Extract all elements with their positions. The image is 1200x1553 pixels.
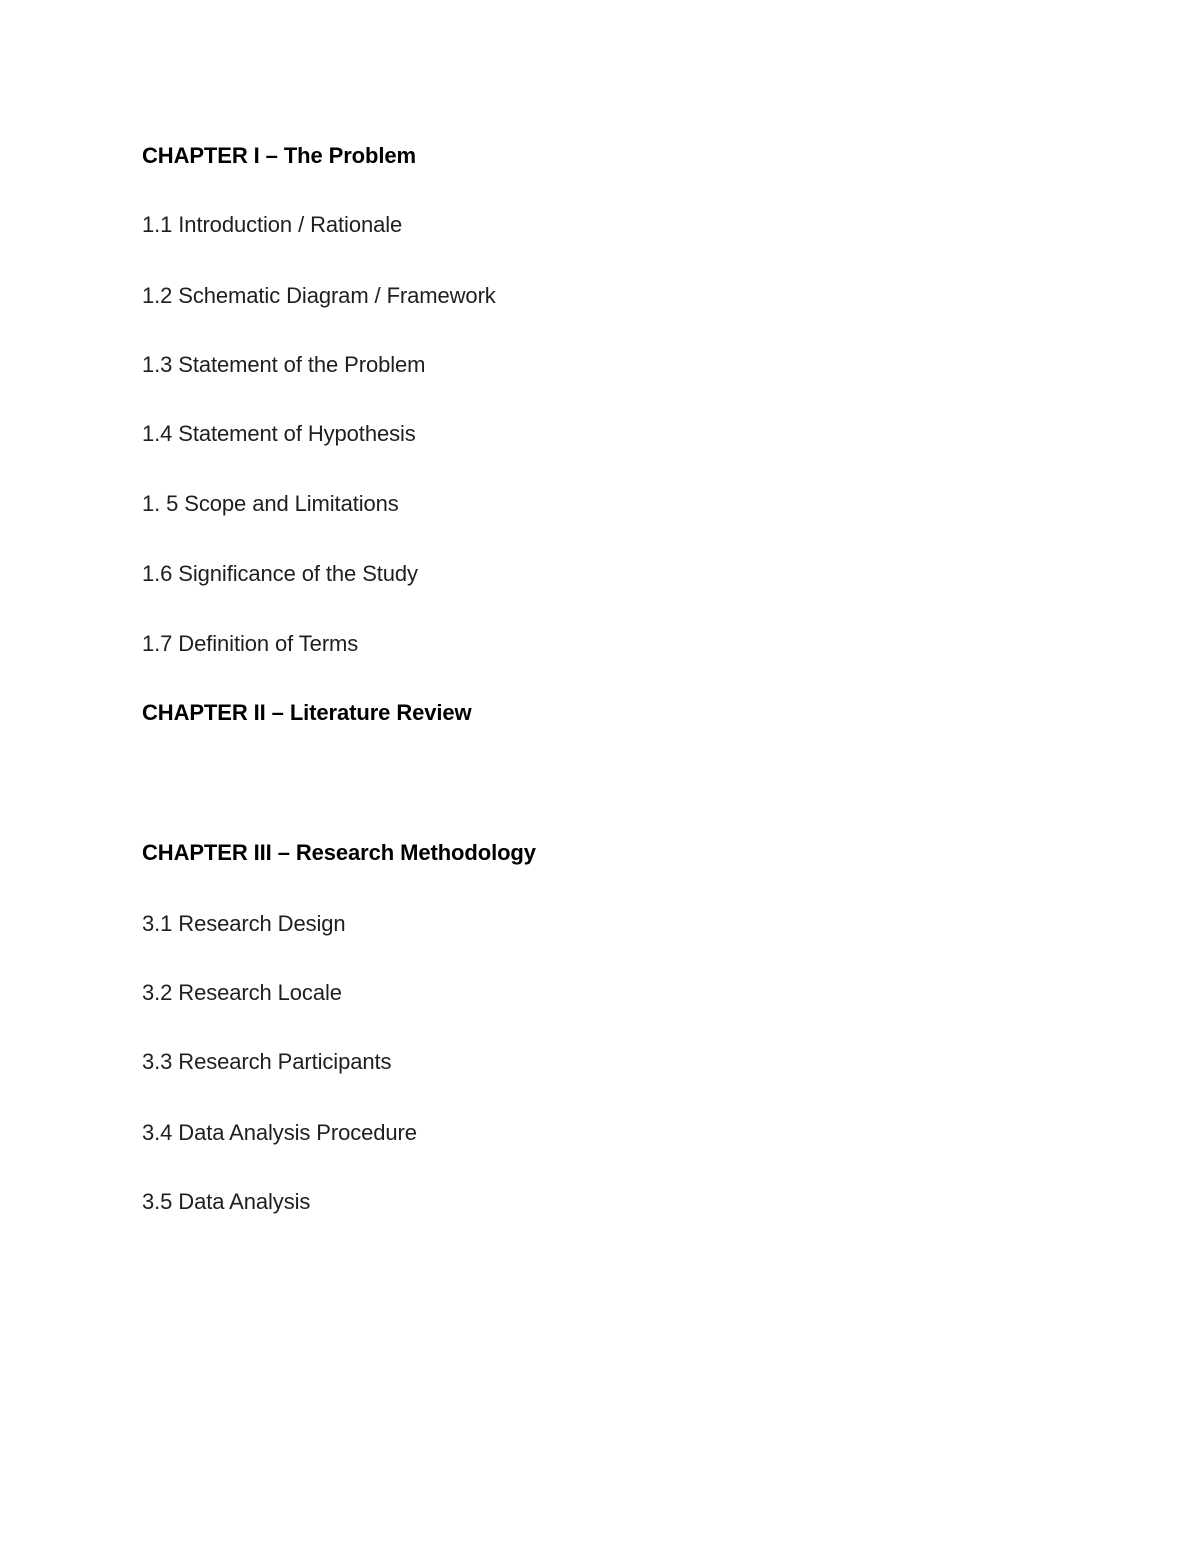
- chapter-1-item-6: 1.6 Significance of the Study: [142, 561, 418, 586]
- chapter-3-item-3: 3.3 Research Participants: [142, 1049, 392, 1074]
- chapter-1-item-4: 1.4 Statement of Hypothesis: [142, 421, 416, 446]
- chapter-1-item-2: 1.2 Schematic Diagram / Framework: [142, 283, 496, 308]
- chapter-1-heading: CHAPTER I – The Problem: [142, 143, 416, 168]
- chapter-3-item-2: 3.2 Research Locale: [142, 980, 342, 1005]
- chapter-2-heading: CHAPTER II – Literature Review: [142, 700, 472, 725]
- chapter-1-item-3: 1.3 Statement of the Problem: [142, 352, 426, 377]
- chapter-1-item-5: 1. 5 Scope and Limitations: [142, 491, 399, 516]
- chapter-3-item-5: 3.5 Data Analysis: [142, 1189, 311, 1214]
- chapter-3-heading: CHAPTER III – Research Methodology: [142, 840, 536, 865]
- chapter-1-item-7: 1.7 Definition of Terms: [142, 631, 359, 656]
- chapter-3-item-1: 3.1 Research Design: [142, 911, 346, 936]
- chapter-3-item-4: 3.4 Data Analysis Procedure: [142, 1120, 417, 1145]
- chapter-1-item-1: 1.1 Introduction / Rationale: [142, 212, 403, 237]
